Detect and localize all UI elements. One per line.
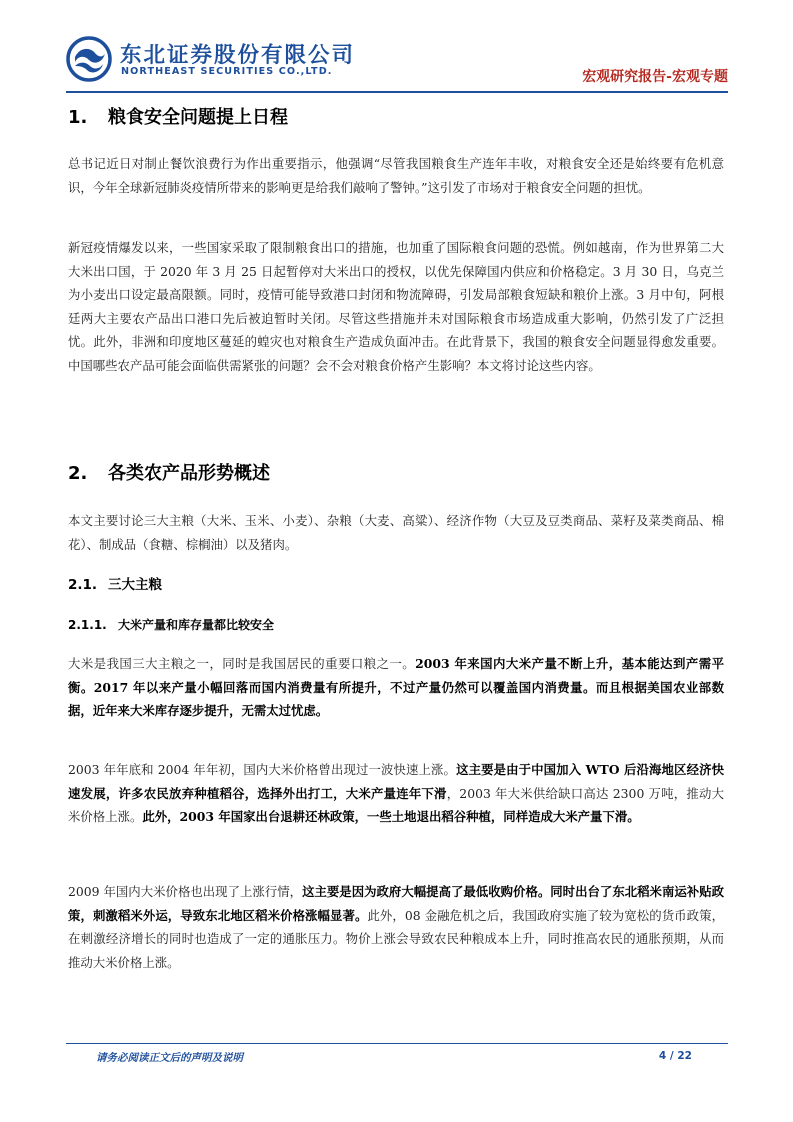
section-title: 各类农产品形势概述 <box>108 463 270 484</box>
bold-text-run: 这主要是由于中国加入 WTO 后沿海地区经济快速发展，许多农民放弃种植稻谷，选择外出打工，大米产量连年下滑 <box>68 762 724 801</box>
bold-text-run: 此外，2003 年国家出台退耕还林政策，一些土地退出稻谷种植，同样造成大米产量下滑。 <box>142 809 640 825</box>
paragraph: 本文主要讨论三大主粮（大米、玉米、小麦）、杂粮（大麦、高粱）、经济作物（大豆及豆类商品、菜籽及菜类商品、棉花）、制成品（食糖、棕榈油）以及猪肉。 <box>68 513 724 552</box>
text-run: 大米是我国三大主粮之一，同时是我国居民的重要口粮之一。 <box>68 656 416 671</box>
header-divider <box>66 91 728 93</box>
disclaimer-note: 请务必阅读正文后的声明及说明 <box>96 1052 243 1064</box>
section-2-heading <box>68 459 270 485</box>
text-run: 此外，08 金融危机之后，我国政府实施了较为宽松的货币政策，在刺激经济增长的同时也造成了一定的通胀压力。物价上涨会导致农民种粮成本上升，同时推高农民的通胀预期，从而推动大米价格上涨。 <box>68 907 724 970</box>
paragraph <box>68 758 724 829</box>
text-run: 2009 年国内大米价格也出现了上涨行情， <box>68 884 303 899</box>
paragraph <box>68 652 724 723</box>
section-1-heading <box>68 103 288 129</box>
subsubsection-title: 大米产量和库存量都比较安全 <box>118 618 275 632</box>
report-type-label: 宏观研究报告-宏观专题 <box>582 69 728 85</box>
paragraph: 新冠疫情爆发以来，一些国家采取了限制粮食出口的措施，也加重了国际粮食问题的恐慌。例如越南，作为世界第二大大米出口国，于 2020 年 3 月 25 日起暂停对大米出口的授权，以优先保障国内供应和价格稳定。3 月 30 日，乌克兰为小麦出口设定最高限额。同时，疫情可能导致港口封闭和物流障碍，引发局部粮食短缺和粮价上涨。3 月中旬，阿根廷两大主要农产品出口港口先后被迫暂时关闭。尽管这些措施并未对国际粮食市场造成重大影响，仍然引发了广泛担忧。此外，非洲和印度地区蔓延的蝗灾也对粮食生产造成负面冲击。在此背景下，我国的粮食安全问题显得愈发重要。中国哪些农产品可能会面临供需紧张的问题？会不会对粮食价格产生影响？本文将讨论这些内容。 <box>68 240 724 373</box>
bold-text-run: 2003 年来国内大米产量不断上升，基本能达到产需平衡。2017 年以来产量小幅回落而国内消费量有所提升，不过产量仍然可以覆盖国内消费量。而且根据美国农业部数据，近年来大米库存逐步提升，无需太过忧虑。 <box>68 656 724 719</box>
bold-text-run: 这主要是因为政府大幅提高了最低收购价格。同时出台了东北稻米南运补贴政策，刺激稻米外运，导致东北地区稻米价格涨幅显著。 <box>68 884 724 923</box>
subsubsection-heading <box>68 616 274 633</box>
company-name-cn: 东北证券股份有限公司 <box>120 43 356 68</box>
page-number: 4 / 22 <box>658 1050 692 1062</box>
text-run: 2003 年年底和 2004 年年初，国内大米价格曾出现过一波快速上涨。 <box>68 762 457 777</box>
footer-divider <box>66 1043 728 1044</box>
subsection-title: 三大主粮 <box>108 577 162 593</box>
subsection-heading <box>68 573 162 593</box>
company-logo-icon <box>66 36 112 82</box>
section-number: 1. <box>68 107 88 128</box>
paragraph <box>68 880 724 974</box>
subsection-number: 2.1. <box>68 577 98 593</box>
section-title: 粮食安全问题提上日程 <box>108 107 288 128</box>
section-number: 2. <box>68 463 88 484</box>
paragraph: 总书记近日对制止餐饮浪费行为作出重要指示，他强调“尽管我国粮食生产连年丰收，对粮食安全还是始终要有危机意识，今年全球新冠肺炎疫情所带来的影响更是给我们敲响了警钟。”这引发了市场对于粮食安全问题的担忧。 <box>68 156 724 195</box>
subsubsection-number: 2.1.1. <box>68 618 107 632</box>
page-header <box>66 36 728 90</box>
text-run: ，2003 年大米供给缺口高达 2300 万吨，推动大米价格上涨。 <box>68 785 724 825</box>
company-name-en: NORTHEAST SECURITIES CO.,LTD. <box>121 66 333 77</box>
